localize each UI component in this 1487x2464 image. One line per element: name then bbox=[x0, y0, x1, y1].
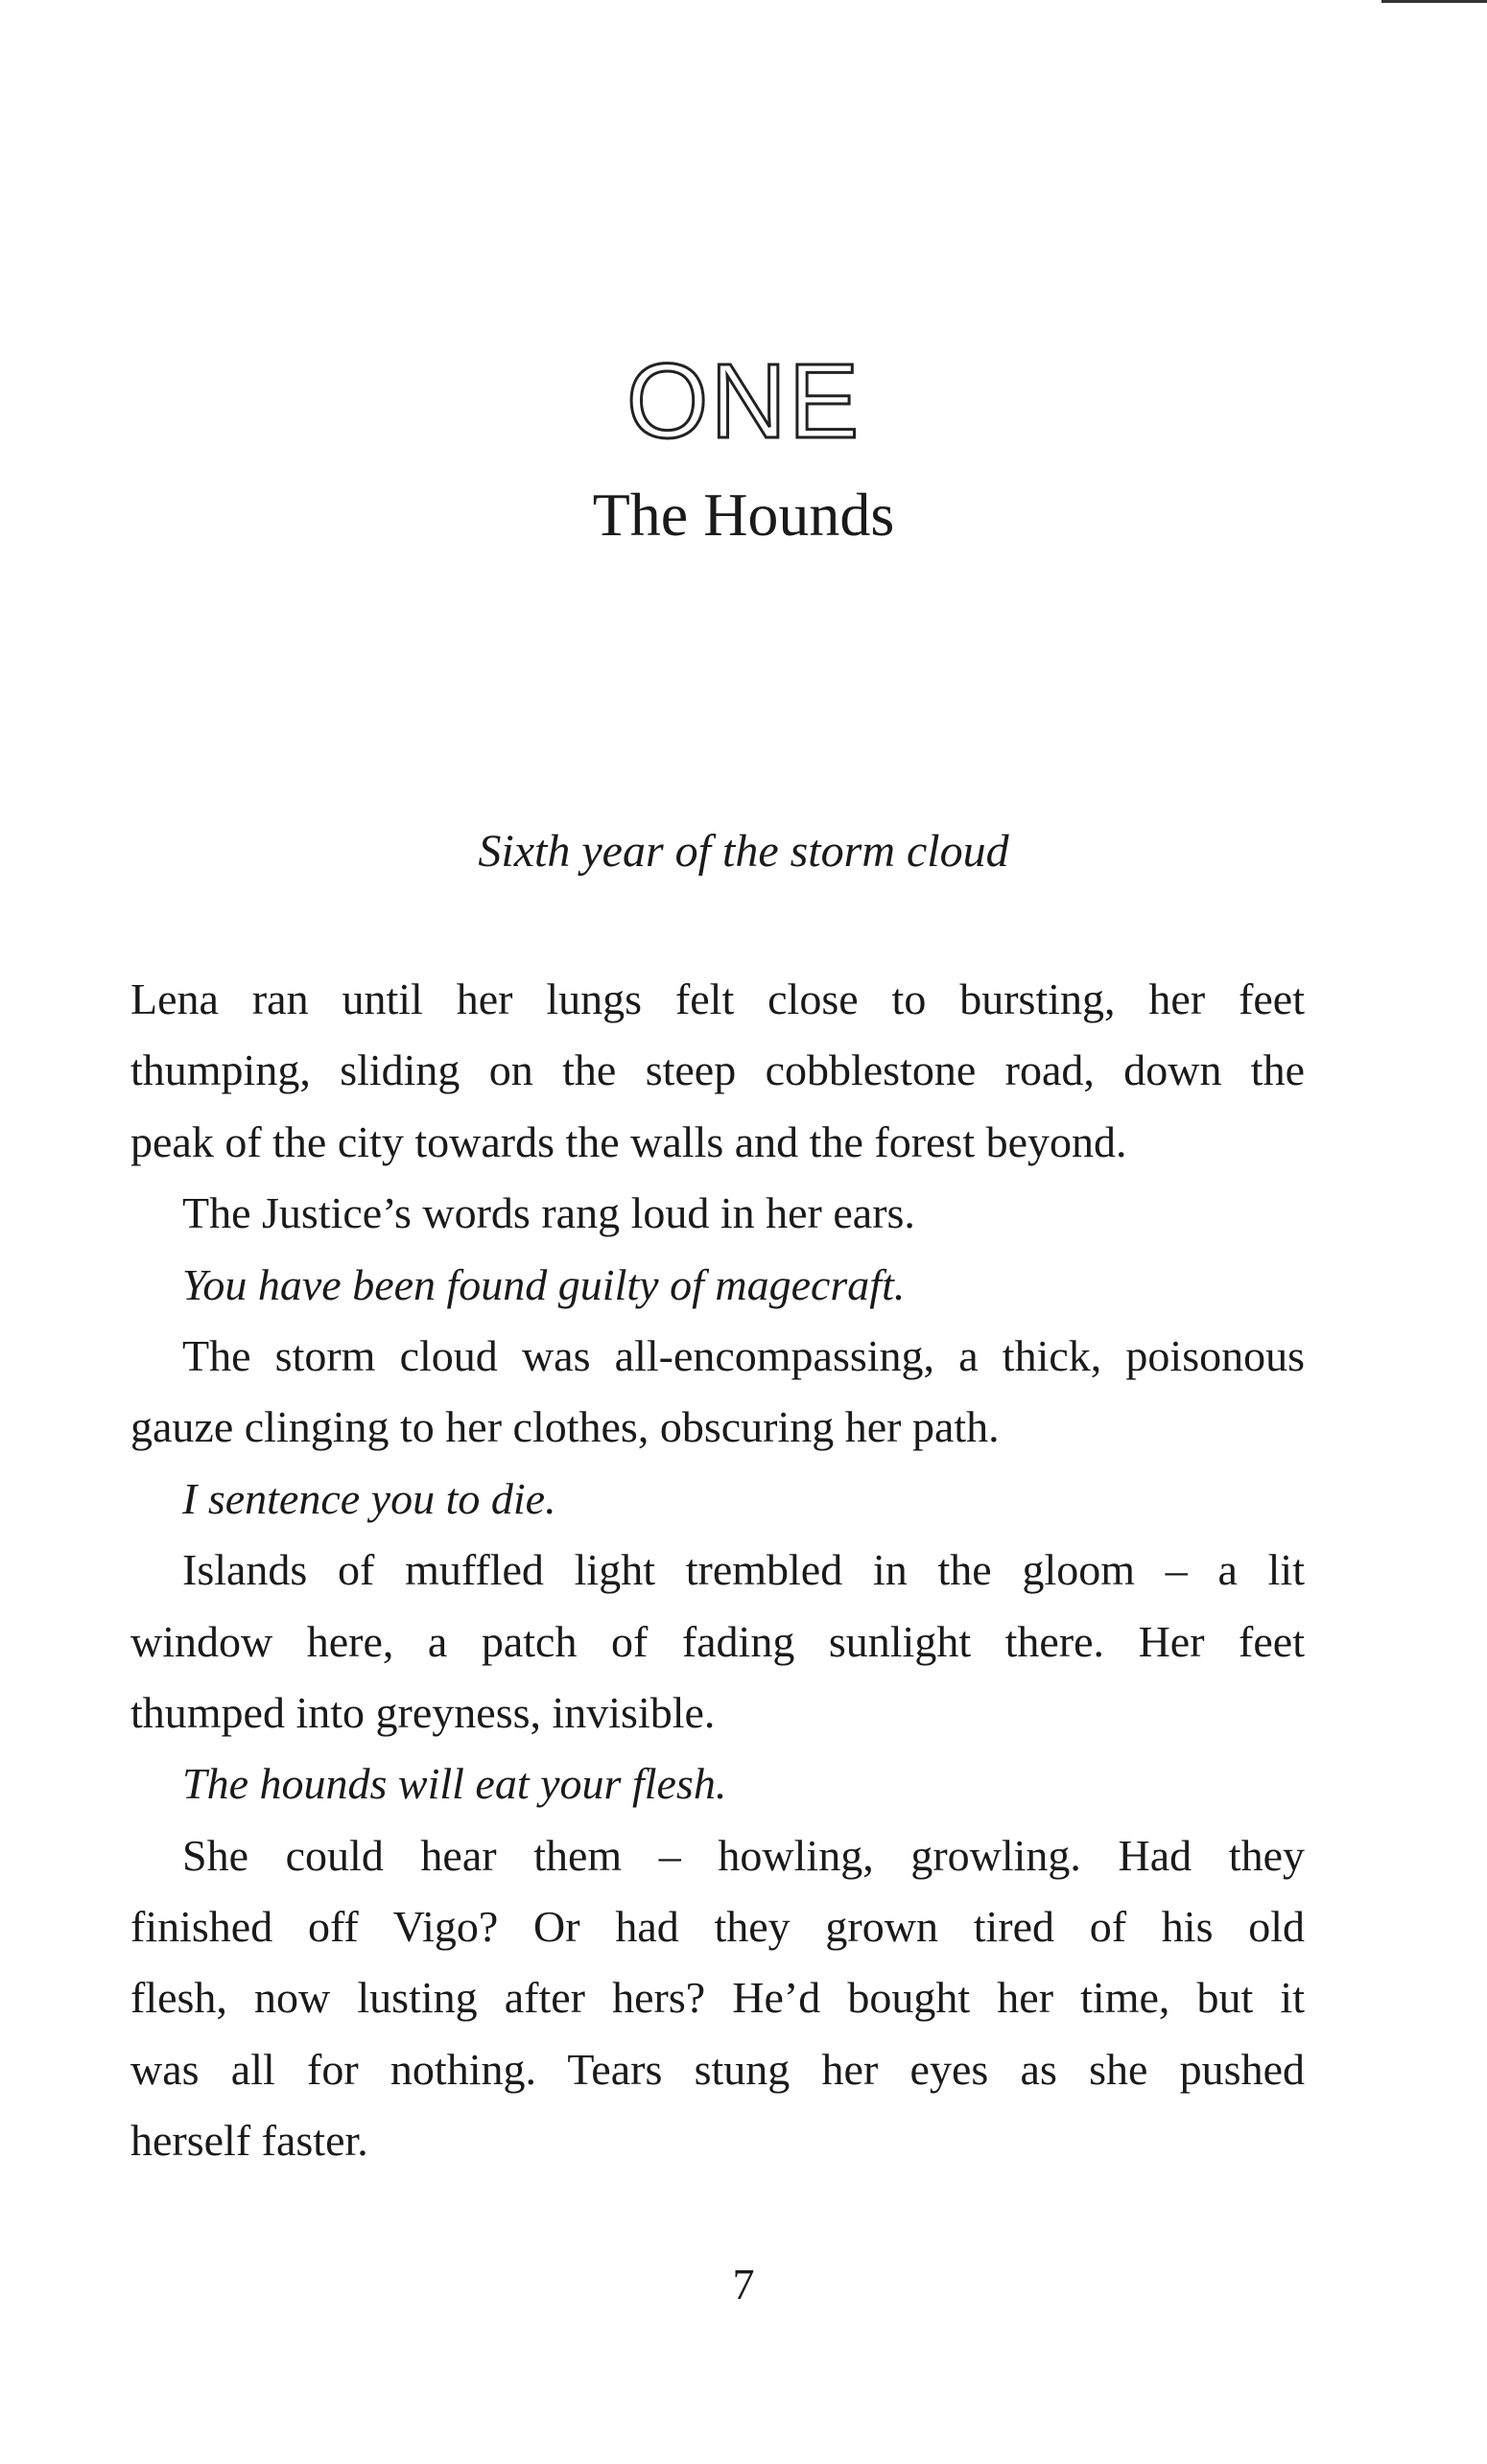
text-line: The Justice’s words rang loud in her ears. bbox=[182, 1188, 915, 1238]
text-line: Islands of muffled light trembled in the gloom – a lit bbox=[182, 1545, 1305, 1595]
text-line: window here, a patch of fading sunlight there. Her feet bbox=[130, 1616, 1305, 1666]
text-line: gauze clinging to her clothes, obscuring her path. bbox=[130, 1402, 1000, 1452]
body-text bbox=[130, 964, 1305, 2177]
text-line: thumped into greyness, invisible. bbox=[130, 1687, 716, 1737]
chapter-number: ONE bbox=[625, 342, 862, 460]
text-line: thumping, sliding on the steep cobblestone road, down the bbox=[130, 1045, 1305, 1095]
text-line: I sentence you to die. bbox=[182, 1473, 556, 1523]
chapter-title: The Hounds bbox=[592, 481, 895, 549]
text-line: finished off Vigo? Or had they grown tired of his old bbox=[130, 1902, 1305, 1952]
text-line: peak of the city towards the walls and the forest beyond. bbox=[130, 1116, 1127, 1166]
page-edge-mark bbox=[1381, 0, 1487, 3]
text-line: was all for nothing. Tears stung her eyes as she pushed bbox=[130, 2044, 1305, 2094]
page-number: 7 bbox=[732, 2260, 755, 2309]
text-line: You have been found guilty of magecraft. bbox=[182, 1259, 906, 1309]
text-line: herself faster. bbox=[130, 2116, 368, 2166]
text-line: flesh, now lusting after hers? He’d bought her time, but it bbox=[130, 1973, 1305, 2023]
text-line: The hounds will eat your flesh. bbox=[182, 1759, 727, 1809]
text-line: Lena ran until her lungs felt close to bursting, her feet bbox=[130, 974, 1305, 1023]
text-line: She could hear them – howling, growling. Had they bbox=[182, 1830, 1305, 1880]
text-line: The storm cloud was all-encompassing, a thick, poisonous bbox=[182, 1330, 1305, 1380]
chapter-epigraph: Sixth year of the storm cloud bbox=[478, 826, 1009, 877]
